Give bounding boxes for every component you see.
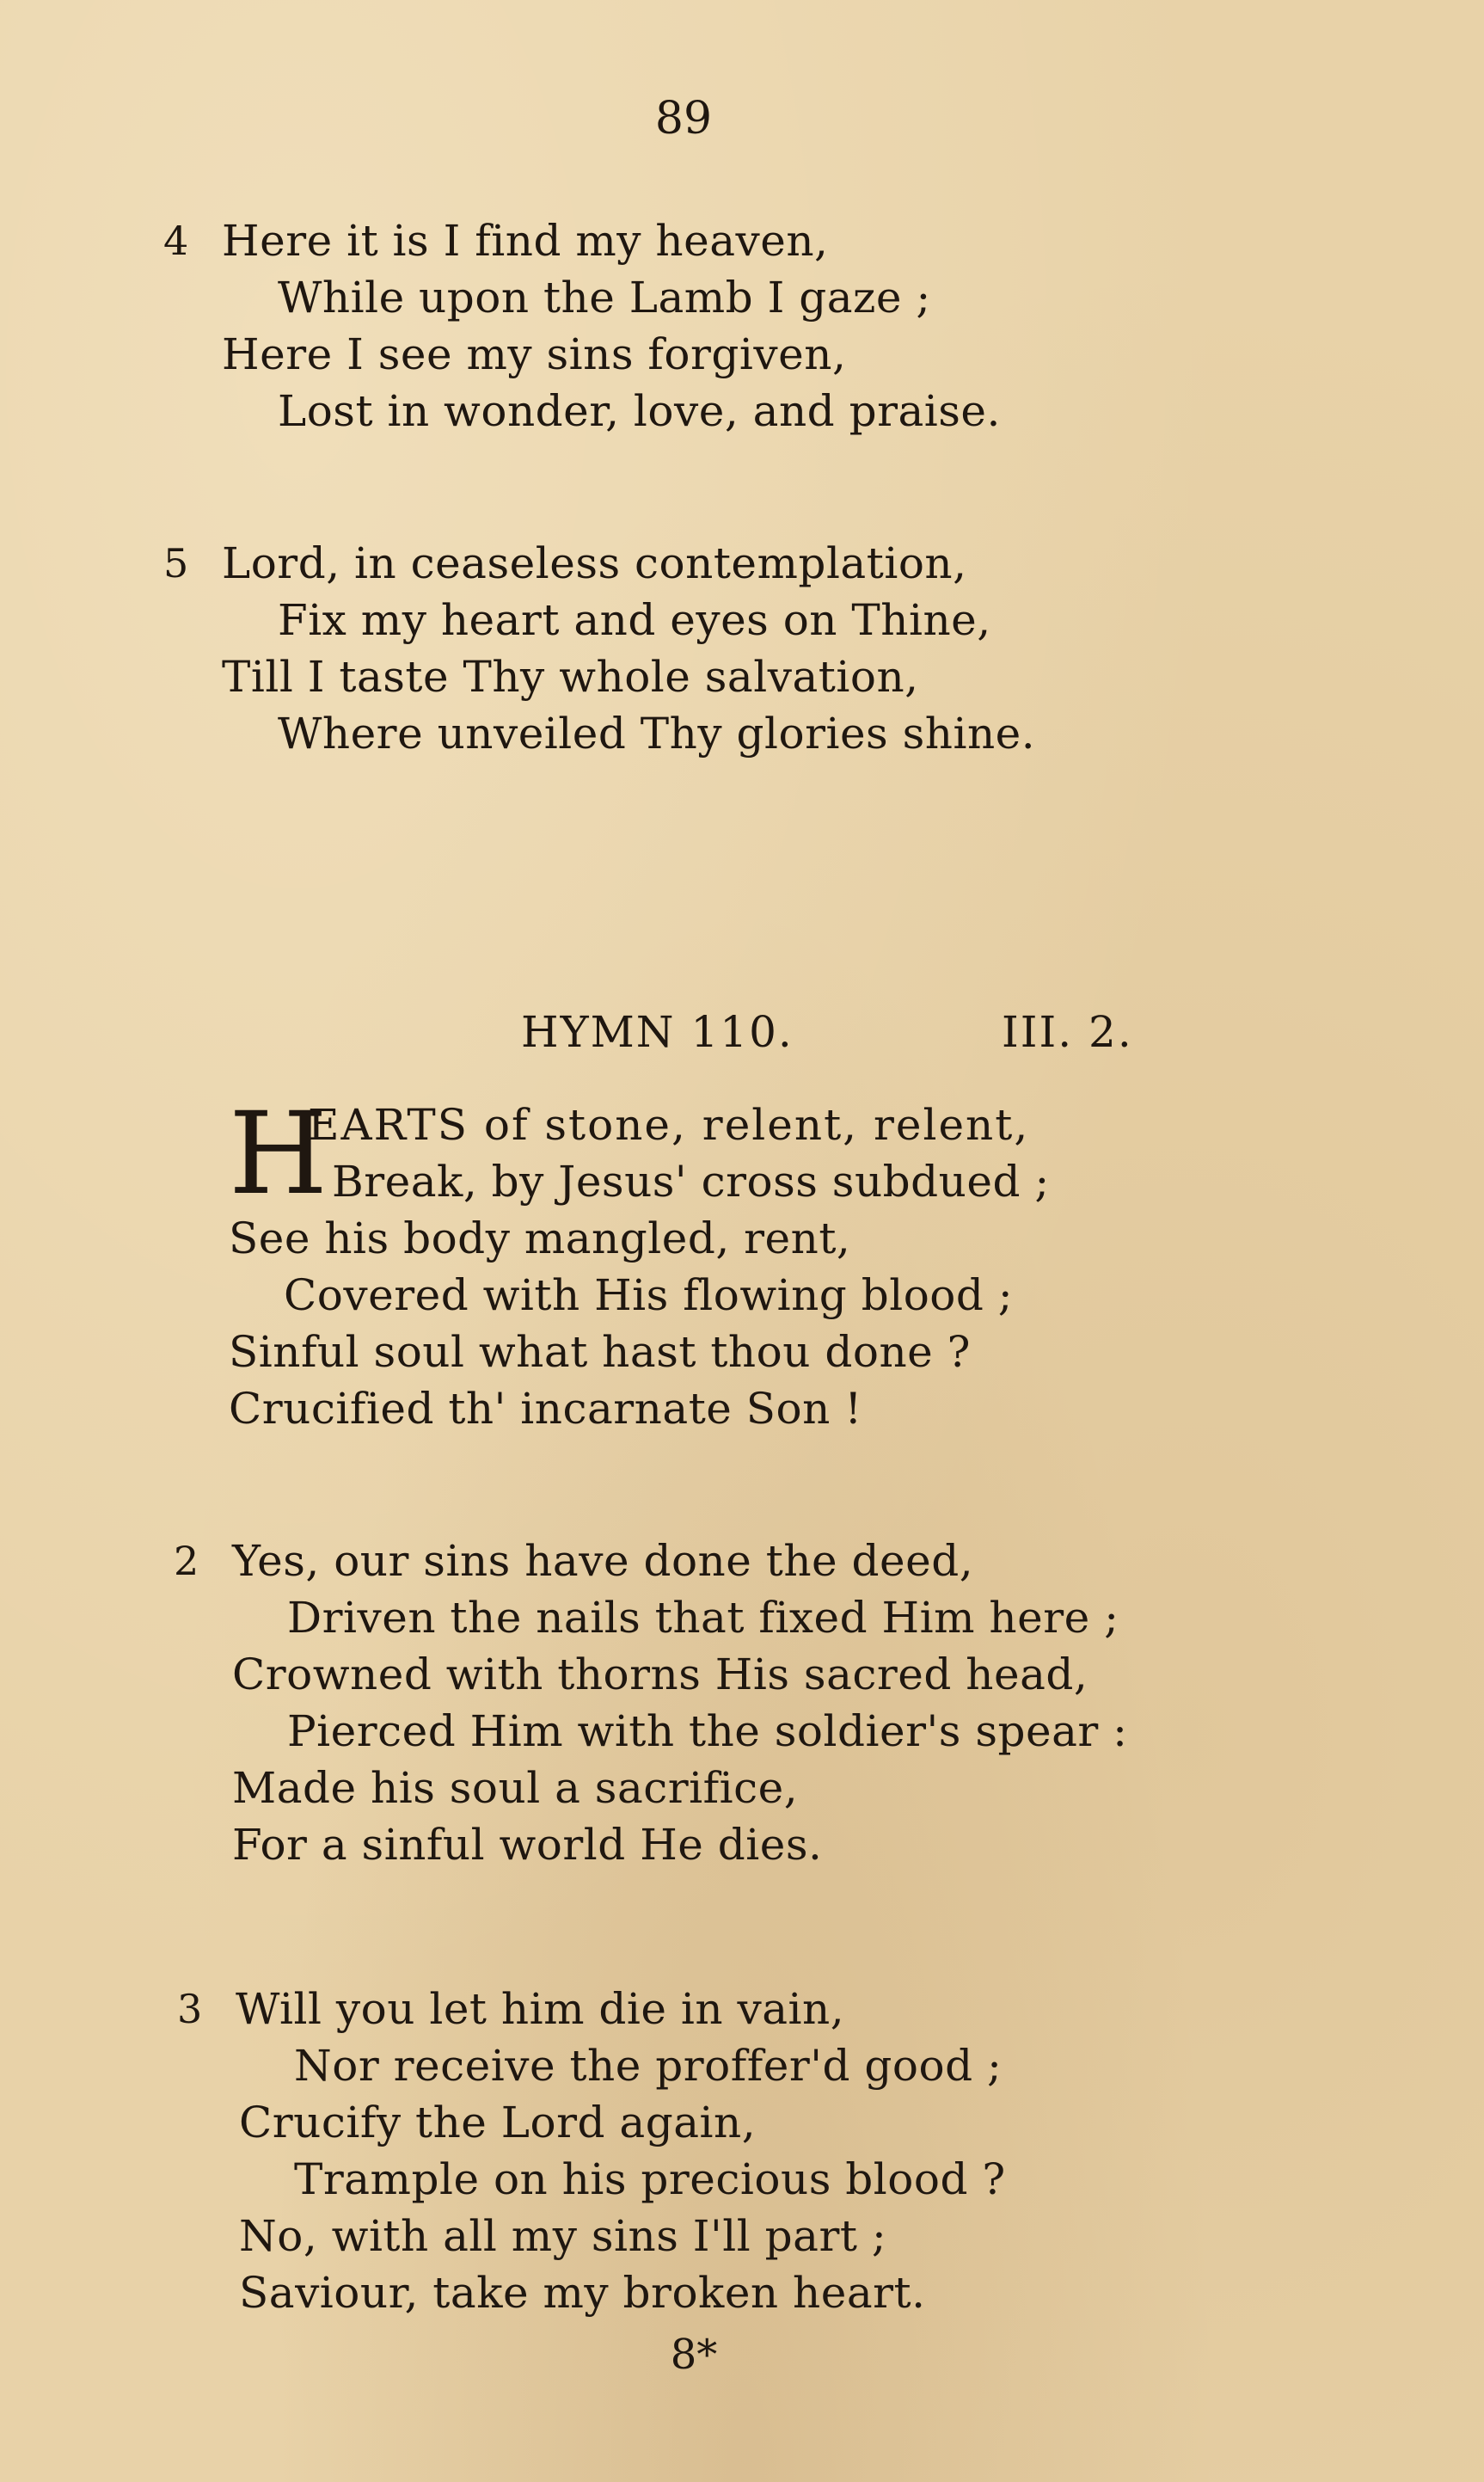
verse-line: See his body mangled, rent, <box>229 1213 851 1263</box>
verse-line: Nor receive the proffer'd good ; <box>294 2041 1003 2091</box>
verse-line: For a sinful world He dies. <box>232 1820 823 1870</box>
verse-line: Will you let him die in vain, <box>236 1984 845 2034</box>
verse-line: Saviour, take my broken heart. <box>239 2268 926 2318</box>
verse-line: Fix my heart and eyes on Thine, <box>278 595 991 645</box>
hymn-meter: III. 2. <box>1002 1007 1133 1057</box>
verse-line: While upon the Lamb I gaze ; <box>278 273 931 323</box>
verse-line: Made his soul a sacrifice, <box>232 1763 799 1813</box>
verse-line: Crucified th' incarnate Son ! <box>229 1384 862 1434</box>
drop-cap: H <box>229 1088 328 1220</box>
verse-line: Crowned with thorns His sacred head, <box>232 1650 1088 1699</box>
verse-number: 2 <box>174 1538 199 1584</box>
verse-line: Covered with His flowing blood ; <box>284 1270 1014 1320</box>
verse-line: EARTS of stone, relent, relent, <box>308 1100 1030 1150</box>
verse-line: Where unveiled Thy glories shine. <box>278 709 1036 759</box>
verse-number: 4 <box>163 218 189 264</box>
verse-number: 5 <box>163 540 189 587</box>
verse-line: Sinful soul what hast thou done ? <box>229 1327 971 1377</box>
verse-line: Lost in wonder, love, and praise. <box>278 386 1001 436</box>
verse-number: 3 <box>177 1986 203 2032</box>
verse-line: Driven the nails that fixed Him here ; <box>287 1593 1119 1643</box>
verse-line: Pierced Him with the soldier's spear : <box>287 1706 1128 1756</box>
verse-line: Lord, in ceaseless contemplation, <box>222 538 967 588</box>
hymn-title: HYMN 110. <box>521 1007 794 1057</box>
verse-line: Here I see my sins forgiven, <box>222 329 847 379</box>
verse-line: Trample on his precious blood ? <box>294 2154 1006 2204</box>
verse-line: Break, by Jesus' cross subdued ; <box>332 1157 1050 1207</box>
page-number: 89 <box>654 93 713 144</box>
verse-line: Till I taste Thy whole salvation, <box>222 652 919 702</box>
verse-line: Crucify the Lord again, <box>239 2098 757 2147</box>
verse-line: Here it is I find my heaven, <box>222 216 829 266</box>
verse-line: Yes, our sins have done the deed, <box>232 1536 974 1586</box>
signature-mark: 8* <box>670 2331 718 2379</box>
verse-line: No, with all my sins I'll part ; <box>239 2211 887 2261</box>
